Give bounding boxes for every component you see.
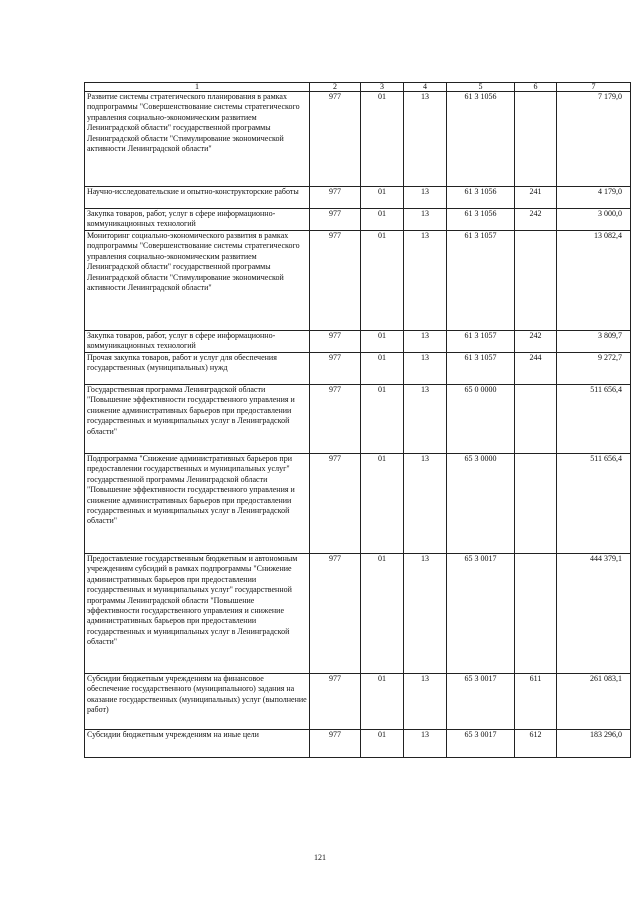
budget-table <box>84 82 631 758</box>
row-subsection-code: 13 <box>404 454 447 554</box>
row-expense-type-code: 241 <box>515 187 557 209</box>
row-target-code: 61 3 1056 <box>447 92 515 187</box>
row-name: Подпрограмма "Снижение административных барьеров при предоставлении государственных и муниципальных услуг" государственной программы Ленинградской области "Повышение эффективности государственного управления и снижение административных барьеров при предоставлении государственных и муниципальных услуг в Ленинградской области" <box>85 454 310 554</box>
row-target-code: 61 3 1056 <box>447 187 515 209</box>
row-amount: 13 082,4 <box>557 231 631 331</box>
row-amount: 3 809,7 <box>557 331 631 353</box>
row-section-code: 01 <box>361 209 404 231</box>
row-section-code: 01 <box>361 554 404 674</box>
header-col-6: 6 <box>515 83 557 92</box>
header-col-4: 4 <box>404 83 447 92</box>
row-expense-type-code <box>515 92 557 187</box>
row-name: Субсидии бюджетным учреждениям на иные цели <box>85 730 310 758</box>
row-section-code: 01 <box>361 730 404 758</box>
row-ministry-code: 977 <box>310 353 361 385</box>
row-name: Субсидии бюджетным учреждениям на финансовое обеспечение государственного (муниципального) задания на оказание государственных (муниципальных) услуг (выполнение работ) <box>85 674 310 730</box>
row-ministry-code: 977 <box>310 730 361 758</box>
row-target-code: 61 3 1057 <box>447 331 515 353</box>
row-expense-type-code: 244 <box>515 353 557 385</box>
row-section-code: 01 <box>361 231 404 331</box>
row-target-code: 61 3 1056 <box>447 209 515 231</box>
row-name: Закупка товаров, работ, услуг в сфере информационно-коммуникационных технологий <box>85 331 310 353</box>
header-col-5: 5 <box>447 83 515 92</box>
row-target-code: 65 0 0000 <box>447 385 515 454</box>
row-expense-type-code: 612 <box>515 730 557 758</box>
page-number: 121 <box>314 853 326 862</box>
table-row <box>85 385 631 454</box>
header-col-1: 1 <box>85 83 310 92</box>
row-name: Мониторинг социально-экономического развития в рамках подпрограммы "Совершенствование системы стратегического управления социально-экономическим развитием Ленинградской области" государственной программы Ленинградской области "Стимулирование экономической активности Ленинградской области" <box>85 231 310 331</box>
table-row <box>85 92 631 187</box>
row-subsection-code: 13 <box>404 209 447 231</box>
row-expense-type-code <box>515 231 557 331</box>
row-ministry-code: 977 <box>310 554 361 674</box>
table-row <box>85 730 631 758</box>
row-target-code: 65 3 0017 <box>447 730 515 758</box>
row-expense-type-code: 611 <box>515 674 557 730</box>
row-amount: 3 000,0 <box>557 209 631 231</box>
row-amount: 511 656,4 <box>557 454 631 554</box>
header-row <box>85 83 631 92</box>
table-row <box>85 454 631 554</box>
row-subsection-code: 13 <box>404 92 447 187</box>
row-name: Прочая закупка товаров, работ и услуг для обеспечения государственных (муниципальных) нужд <box>85 353 310 385</box>
row-ministry-code: 977 <box>310 187 361 209</box>
row-subsection-code: 13 <box>404 231 447 331</box>
row-ministry-code: 977 <box>310 454 361 554</box>
row-subsection-code: 13 <box>404 674 447 730</box>
row-section-code: 01 <box>361 92 404 187</box>
row-ministry-code: 977 <box>310 385 361 454</box>
row-amount: 183 296,0 <box>557 730 631 758</box>
table-row <box>85 209 631 231</box>
row-subsection-code: 13 <box>404 331 447 353</box>
row-amount: 511 656,4 <box>557 385 631 454</box>
row-name: Закупка товаров, работ, услуг в сфере информационно-коммуникационных технологий <box>85 209 310 231</box>
table-row <box>85 331 631 353</box>
row-name: Государственная программа Ленинградской области "Повышение эффективности государственного управления и снижение административных барьеров при предоставлении государственных и муниципальных услуг в Ленинградской области" <box>85 385 310 454</box>
table-row <box>85 231 631 331</box>
row-section-code: 01 <box>361 454 404 554</box>
row-subsection-code: 13 <box>404 353 447 385</box>
row-section-code: 01 <box>361 331 404 353</box>
row-target-code: 65 3 0000 <box>447 454 515 554</box>
row-amount: 261 083,1 <box>557 674 631 730</box>
header-col-3: 3 <box>361 83 404 92</box>
row-target-code: 61 3 1057 <box>447 353 515 385</box>
row-expense-type-code <box>515 454 557 554</box>
row-target-code: 65 3 0017 <box>447 554 515 674</box>
table-row <box>85 353 631 385</box>
table-row <box>85 674 631 730</box>
row-target-code: 65 3 0017 <box>447 674 515 730</box>
row-ministry-code: 977 <box>310 231 361 331</box>
row-name: Развитие системы стратегического планирования в рамках подпрограммы "Совершенствование системы стратегического управления социально-экономическим развитием Ленинградской области" государственной программы Ленинградской области "Стимулирование экономической активности Ленинградской области" <box>85 92 310 187</box>
header-col-2: 2 <box>310 83 361 92</box>
row-expense-type-code <box>515 385 557 454</box>
row-subsection-code: 13 <box>404 730 447 758</box>
row-ministry-code: 977 <box>310 674 361 730</box>
row-expense-type-code <box>515 554 557 674</box>
row-target-code: 61 3 1057 <box>447 231 515 331</box>
row-amount: 7 179,0 <box>557 92 631 187</box>
row-amount: 444 379,1 <box>557 554 631 674</box>
row-name: Предоставление государственным бюджетным и автономным учреждениям субсидий в рамках подпрограммы "Снижение административных барьеров при предоставлении государственных и муниципальных услуг" государственной программы Ленинградской области "Повышение эффективности государственного управления и снижение административных барьеров при предоставлении государственных и муниципальных услуг в Ленинградской области" <box>85 554 310 674</box>
row-subsection-code: 13 <box>404 554 447 674</box>
row-section-code: 01 <box>361 353 404 385</box>
table-row <box>85 187 631 209</box>
header-col-7: 7 <box>557 83 631 92</box>
row-subsection-code: 13 <box>404 187 447 209</box>
row-amount: 9 272,7 <box>557 353 631 385</box>
row-name: Научно-исследовательские и опытно-конструкторские работы <box>85 187 310 209</box>
row-ministry-code: 977 <box>310 92 361 187</box>
table-row <box>85 554 631 674</box>
row-section-code: 01 <box>361 385 404 454</box>
row-expense-type-code: 242 <box>515 331 557 353</box>
row-subsection-code: 13 <box>404 385 447 454</box>
row-section-code: 01 <box>361 674 404 730</box>
row-ministry-code: 977 <box>310 209 361 231</box>
row-section-code: 01 <box>361 187 404 209</box>
row-amount: 4 179,0 <box>557 187 631 209</box>
row-expense-type-code: 242 <box>515 209 557 231</box>
row-ministry-code: 977 <box>310 331 361 353</box>
